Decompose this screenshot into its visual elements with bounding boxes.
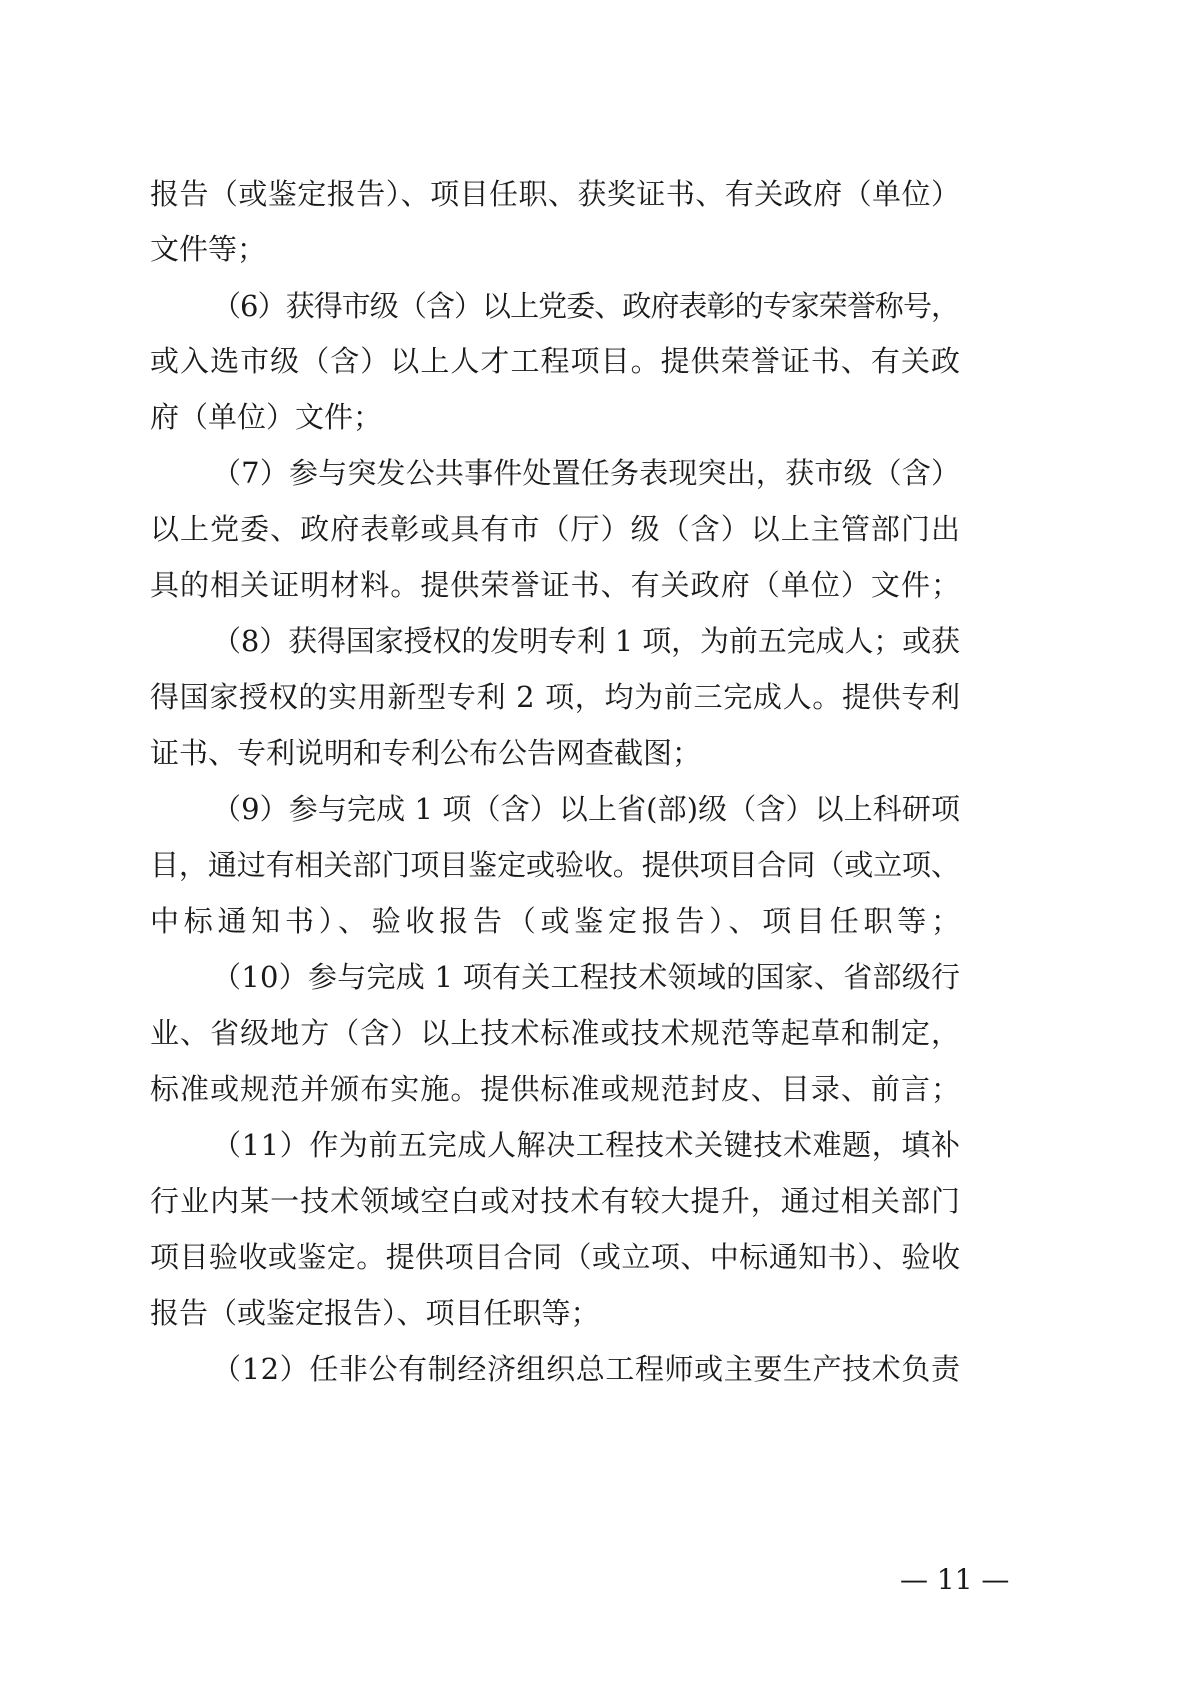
text-line-content: （10）参与完成 1 项有关工程技术领域的国家、省部级行 [212,960,961,994]
text-line [0,229,1190,269]
text-line [0,733,1190,773]
text-line [0,1293,1190,1333]
text-line-content: 得国家授权的实用新型专利 2 项，均为前三完成人。提供专利 [150,680,961,714]
text-line-content: （7）参与突发公共事件处置任务表现突出，获市级（含） [212,456,961,490]
text-line-content: 府（单位）文件； [150,400,383,434]
text-line [0,1013,1190,1053]
text-line-content: （8）获得国家授权的发明专利 1 项，为前五完成人；或获 [212,624,960,658]
text-line [0,341,1190,381]
text-line-content: 标准或规范并颁布实施。提供标准或规范封皮、目录、前言； [150,1072,962,1106]
text-line [0,509,1190,549]
text-line-content: 证书、专利说明和专利公布公告网查截图； [150,736,702,770]
text-line-content: （6）获得市级（含）以上党委、政府表彰的专家荣誉称号， [212,289,960,323]
text-line [0,957,1190,997]
text-line [0,845,1190,885]
text-line-content: （12）任非公有制经济组织总工程师或主要生产技术负责 [212,1352,961,1386]
text-line [0,621,1190,661]
text-line [0,1181,1190,1221]
text-line [0,789,1190,829]
text-line-content: 目，通过有相关部门项目鉴定或验收。提供项目合同（或立项、 [150,848,960,882]
text-line [0,1349,1190,1389]
text-line [0,565,1190,605]
text-line [0,453,1190,493]
text-line-content: 文件等； [150,232,267,266]
text-line-content: 项目验收或鉴定。提供项目合同（或立项、中标通知书）、验收 [150,1240,961,1274]
text-line-content: 报告（或鉴定报告）、项目任职等； [150,1296,600,1330]
text-line [0,286,1190,326]
page-number: — 11 — [900,1563,1010,1596]
text-line [0,174,1190,214]
text-line-content: 业、省级地方（含）以上技术标准或技术规范等起草和制定， [150,1016,962,1050]
text-line-content: 以上党委、政府表彰或具有市（厅）级（含）以上主管部门出 [150,512,962,546]
text-line-content: 或入选市级（含）以上人才工程项目。提供荣誉证书、有关政 [150,344,962,378]
text-line [0,1237,1190,1277]
text-line [0,1125,1190,1165]
text-line-content: 行业内某一技术领域空白或对技术有较大提升，通过相关部门 [150,1184,962,1218]
text-line-content: 中标通知书）、验收报告（或鉴定报告）、项目任职等； [150,904,965,938]
text-line [0,1069,1190,1109]
text-line-content: （11）作为前五完成人解决工程技术关键技术难题，填补 [212,1128,961,1162]
text-line-content: 报告（或鉴定报告）、项目任职、获奖证书、有关政府（单位） [150,177,961,211]
text-line-content: （9）参与完成 1 项（含）以上省(部)级（含）以上科研项 [212,792,961,826]
text-line [0,901,1190,941]
text-line-content: 具的相关证明材料。提供荣誉证书、有关政府（单位）文件； [150,568,962,602]
text-line [0,397,1190,437]
text-line [0,677,1190,717]
